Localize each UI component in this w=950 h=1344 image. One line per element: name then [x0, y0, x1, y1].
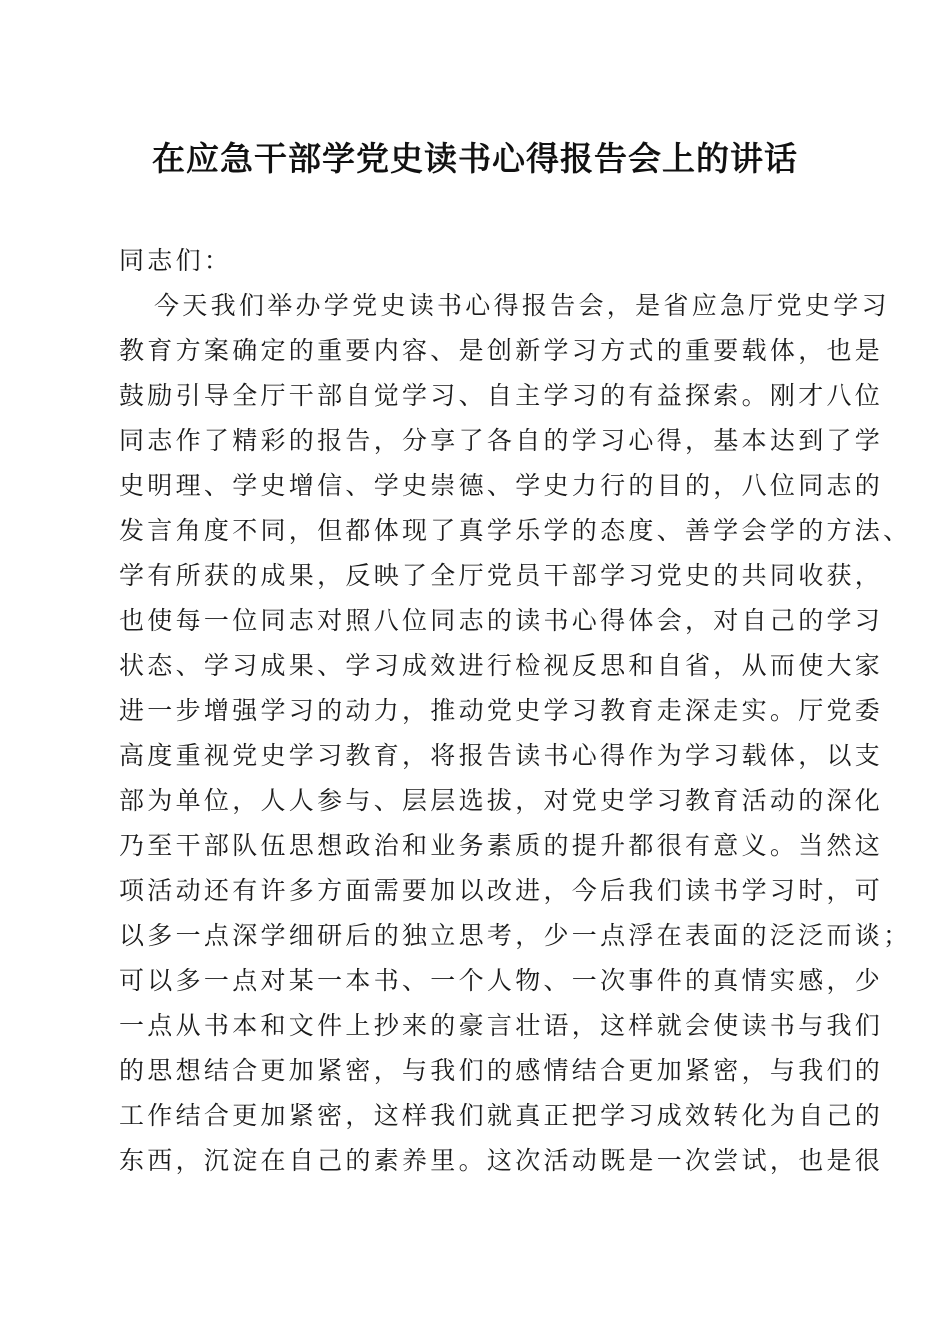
- paragraph-line: 的思想结合更加紧密，与我们的感情结合更加紧密，与我们的: [119, 1056, 884, 1085]
- paragraph-line: 今天我们举办学党史读书心得报告会，是省应急厅党史学习: [154, 291, 890, 320]
- paragraph-line: 部为单位，人人参与、层层选拔，对党史学习教育活动的深化: [119, 786, 884, 815]
- paragraph-line: 状态、学习成果、学习成效进行检视反思和自省，从而使大家: [119, 651, 884, 680]
- paragraph-line: 发言角度不同，但都体现了真学乐学的态度、善学会学的方法、: [119, 516, 912, 545]
- paragraph-line: 高度重视党史学习教育，将报告读书心得作为学习载体，以支: [119, 741, 884, 770]
- paragraph-line: 项活动还有许多方面需要加以改进，今后我们读书学习时，可: [119, 876, 884, 905]
- paragraph-line: 以多一点深学细研后的独立思考，少一点浮在表面的泛泛而谈；: [119, 921, 912, 950]
- paragraph-line: 也使每一位同志对照八位同志的读书心得体会，对自己的学习: [119, 606, 884, 635]
- paragraph-line: 东西，沉淀在自己的素养里。这次活动既是一次尝试，也是很: [119, 1146, 884, 1175]
- paragraph-line: 史明理、学史增信、学史崇德、学史力行的目的，八位同志的: [119, 471, 884, 500]
- salutation: 同志们：: [119, 246, 233, 275]
- document-body: [119, 238, 912, 1183]
- paragraph-line: 学有所获的成果，反映了全厅党员干部学习党史的共同收获，: [119, 561, 884, 590]
- paragraph-line: 进一步增强学习的动力，推动党史学习教育走深走实。厅党委: [119, 696, 884, 725]
- paragraph-line: 乃至干部队伍思想政治和业务素质的提升都很有意义。当然这: [119, 831, 884, 860]
- paragraph-line: 工作结合更加紧密，这样我们就真正把学习成效转化为自己的: [119, 1101, 884, 1130]
- paragraph-line: 一点从书本和文件上抄来的豪言壮语，这样就会使读书与我们: [119, 1011, 884, 1040]
- paragraph-line: 同志作了精彩的报告，分享了各自的学习心得，基本达到了学: [119, 426, 884, 455]
- paragraph-line: 鼓励引导全厅干部自觉学习、自主学习的有益探索。刚才八位: [119, 381, 884, 410]
- paragraph-line: 可以多一点对某一本书、一个人物、一次事件的真情实感，少: [119, 966, 884, 995]
- paragraph-line: 教育方案确定的重要内容、是创新学习方式的重要载体，也是: [119, 336, 884, 365]
- document-title: 在应急干部学党史读书心得报告会上的讲话: [152, 139, 798, 178]
